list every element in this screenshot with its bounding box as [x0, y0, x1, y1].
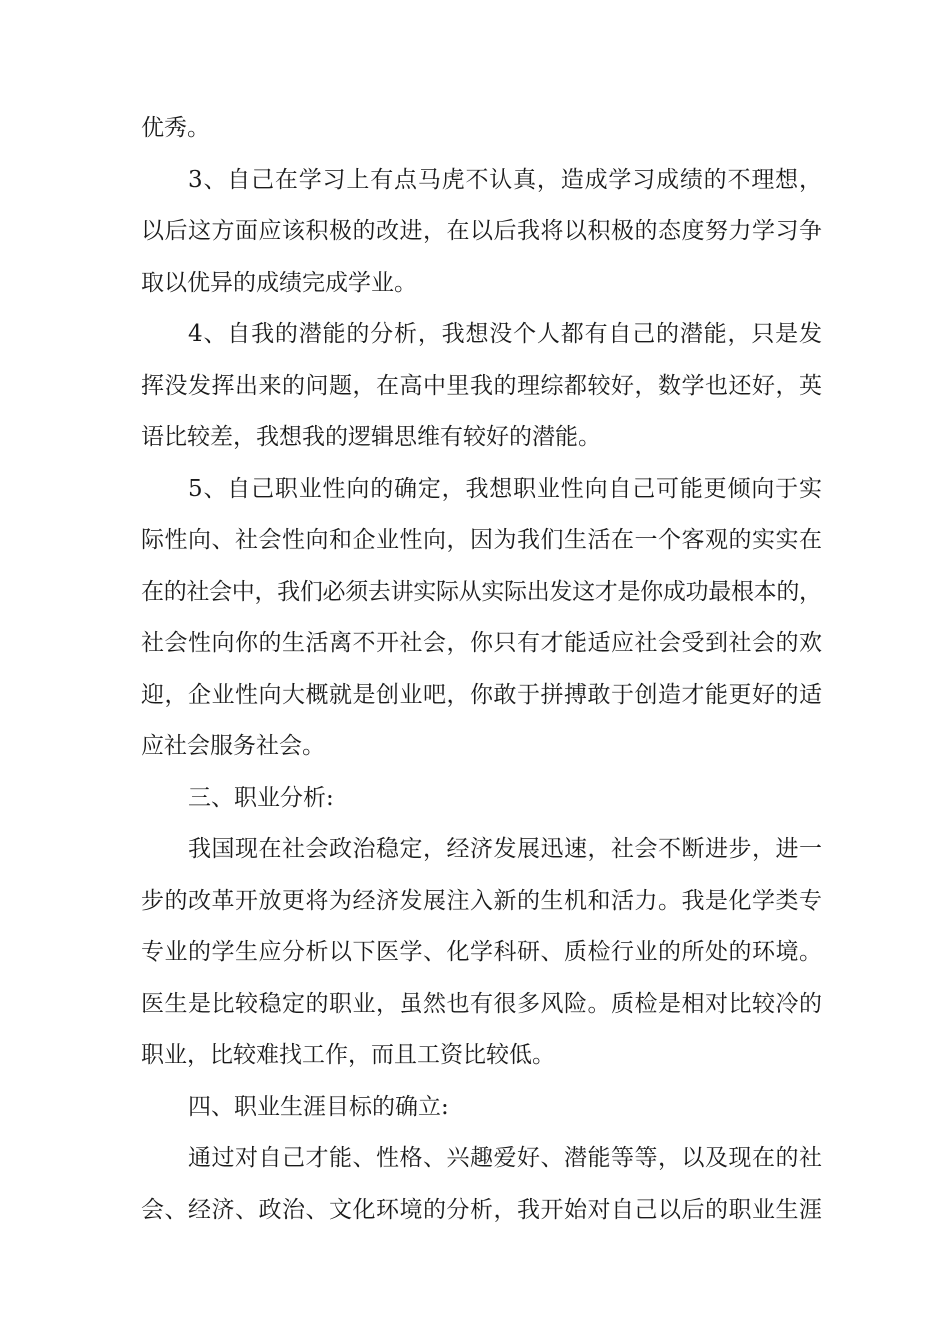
text-line	[0, 160, 950, 200]
text-line-content: 迎，企业性向大概就是创业吧，你敢于拼搏敢于创造才能更好的适	[141, 682, 823, 708]
text-line-content: 5、自己职业性向的确定，我想职业性向自己可能更倾向于实	[188, 476, 823, 502]
text-line-content: 语比较差，我想我的逻辑思维有较好的潜能。	[141, 424, 601, 450]
text-line-content: 会、经济、政治、文化环境的分析，我开始对自己以后的职业生涯	[141, 1197, 823, 1223]
text-line-content: 三、职业分析:	[188, 785, 334, 811]
text-line-content: 以后这方面应该积极的改进，在以后我将以积极的态度努力学习争	[141, 218, 823, 244]
text-line	[0, 675, 950, 715]
text-line	[0, 881, 950, 921]
text-line	[0, 366, 950, 406]
text-line-content: 通过对自己才能、性格、兴趣爱好、潜能等等，以及现在的社	[188, 1145, 823, 1171]
text-line	[0, 623, 950, 663]
text-line-content: 3、自己在学习上有点马虎不认真，造成学习成绩的不理想，	[188, 167, 823, 193]
text-line-content: 医生是比较稳定的职业，虽然也有很多风险。质检是相对比较冷的	[141, 991, 823, 1017]
text-line-content: 优秀。	[141, 115, 210, 141]
text-line	[0, 417, 950, 457]
text-line-content: 在的社会中，我们必须去讲实际从实际出发这才是你成功最根本的，	[141, 579, 822, 605]
text-line-content: 4、自我的潜能的分析，我想没个人都有自己的潜能，只是发	[188, 321, 823, 347]
text-line	[0, 108, 950, 148]
text-line	[0, 1035, 950, 1075]
text-line	[0, 469, 950, 509]
text-line-content: 应社会服务社会。	[141, 733, 325, 759]
text-line-content: 职业，比较难找工作，而且工资比较低。	[141, 1042, 555, 1068]
text-line	[0, 726, 950, 766]
text-line-content: 社会性向你的生活离不开社会，你只有才能适应社会受到社会的欢	[141, 630, 823, 656]
text-line	[0, 263, 950, 303]
text-line-content: 我国现在社会政治稳定，经济发展迅速，社会不断进步，进一	[188, 836, 823, 862]
text-line-content: 挥没发挥出来的问题，在高中里我的理综都较好，数学也还好，英	[141, 373, 823, 399]
text-line	[0, 314, 950, 354]
text-line-content: 际性向、社会性向和企业性向，因为我们生活在一个客观的实实在	[141, 527, 823, 553]
text-line-content: 取以优异的成绩完成学业。	[141, 270, 417, 296]
text-line	[0, 520, 950, 560]
text-line	[0, 932, 950, 972]
text-line	[0, 829, 950, 869]
text-line	[0, 778, 950, 818]
text-line-content: 专业的学生应分析以下医学、化学科研、质检行业的所处的环境。	[141, 939, 823, 965]
text-line	[0, 984, 950, 1024]
text-line	[0, 572, 950, 612]
text-line	[0, 1190, 950, 1230]
text-line	[0, 1138, 950, 1178]
text-line	[0, 211, 950, 251]
text-line	[0, 1087, 950, 1127]
text-line-content: 四、职业生涯目标的确立:	[188, 1094, 449, 1120]
text-line-content: 步的改革开放更将为经济发展注入新的生机和活力。我是化学类专	[141, 888, 823, 914]
